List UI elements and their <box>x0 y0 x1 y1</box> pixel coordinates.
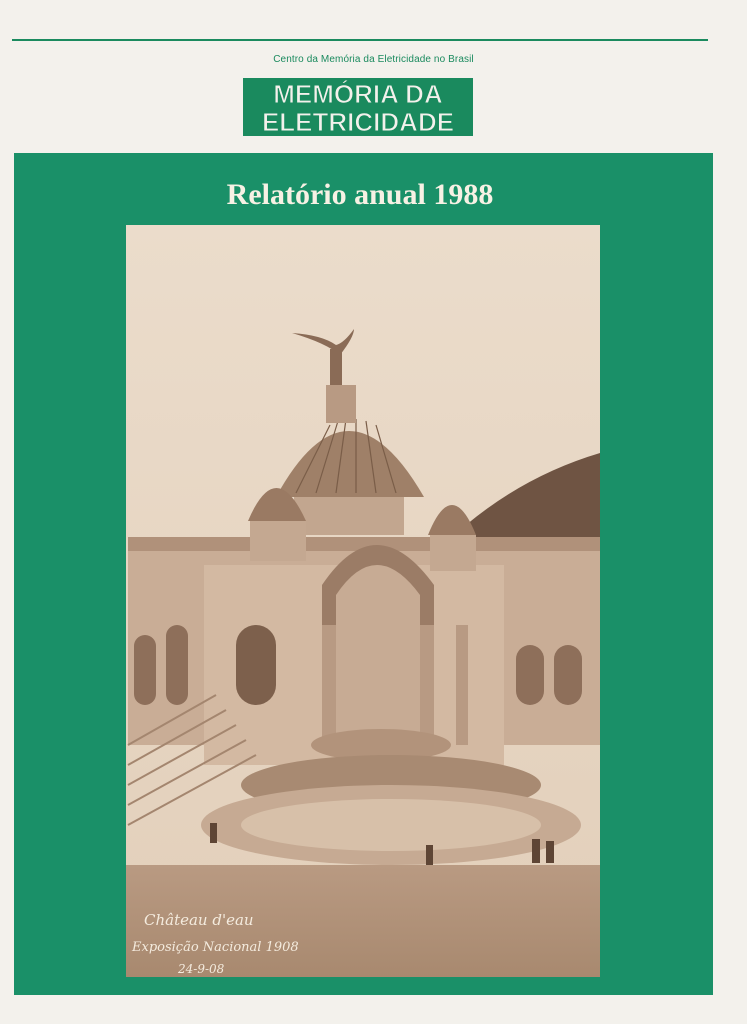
caption-line3: 24-9-08 <box>178 962 225 976</box>
chateau-deau-photo <box>126 225 600 977</box>
logo-line1: MEMÓRIA DA <box>273 79 443 109</box>
caption-line1: Château d'eau <box>144 911 254 929</box>
caption-line2: Exposição Nacional 1908 <box>132 940 299 955</box>
report-title: Relatório anual 1988 <box>226 178 494 211</box>
top-rule <box>12 39 708 41</box>
logo-line2: ELETRICIDADE <box>261 107 455 137</box>
memoria-logo <box>243 76 473 138</box>
sepia-photo-illustration <box>126 225 600 977</box>
org-name: Centro da Memória da Eletricidade no Brasil <box>273 54 474 65</box>
